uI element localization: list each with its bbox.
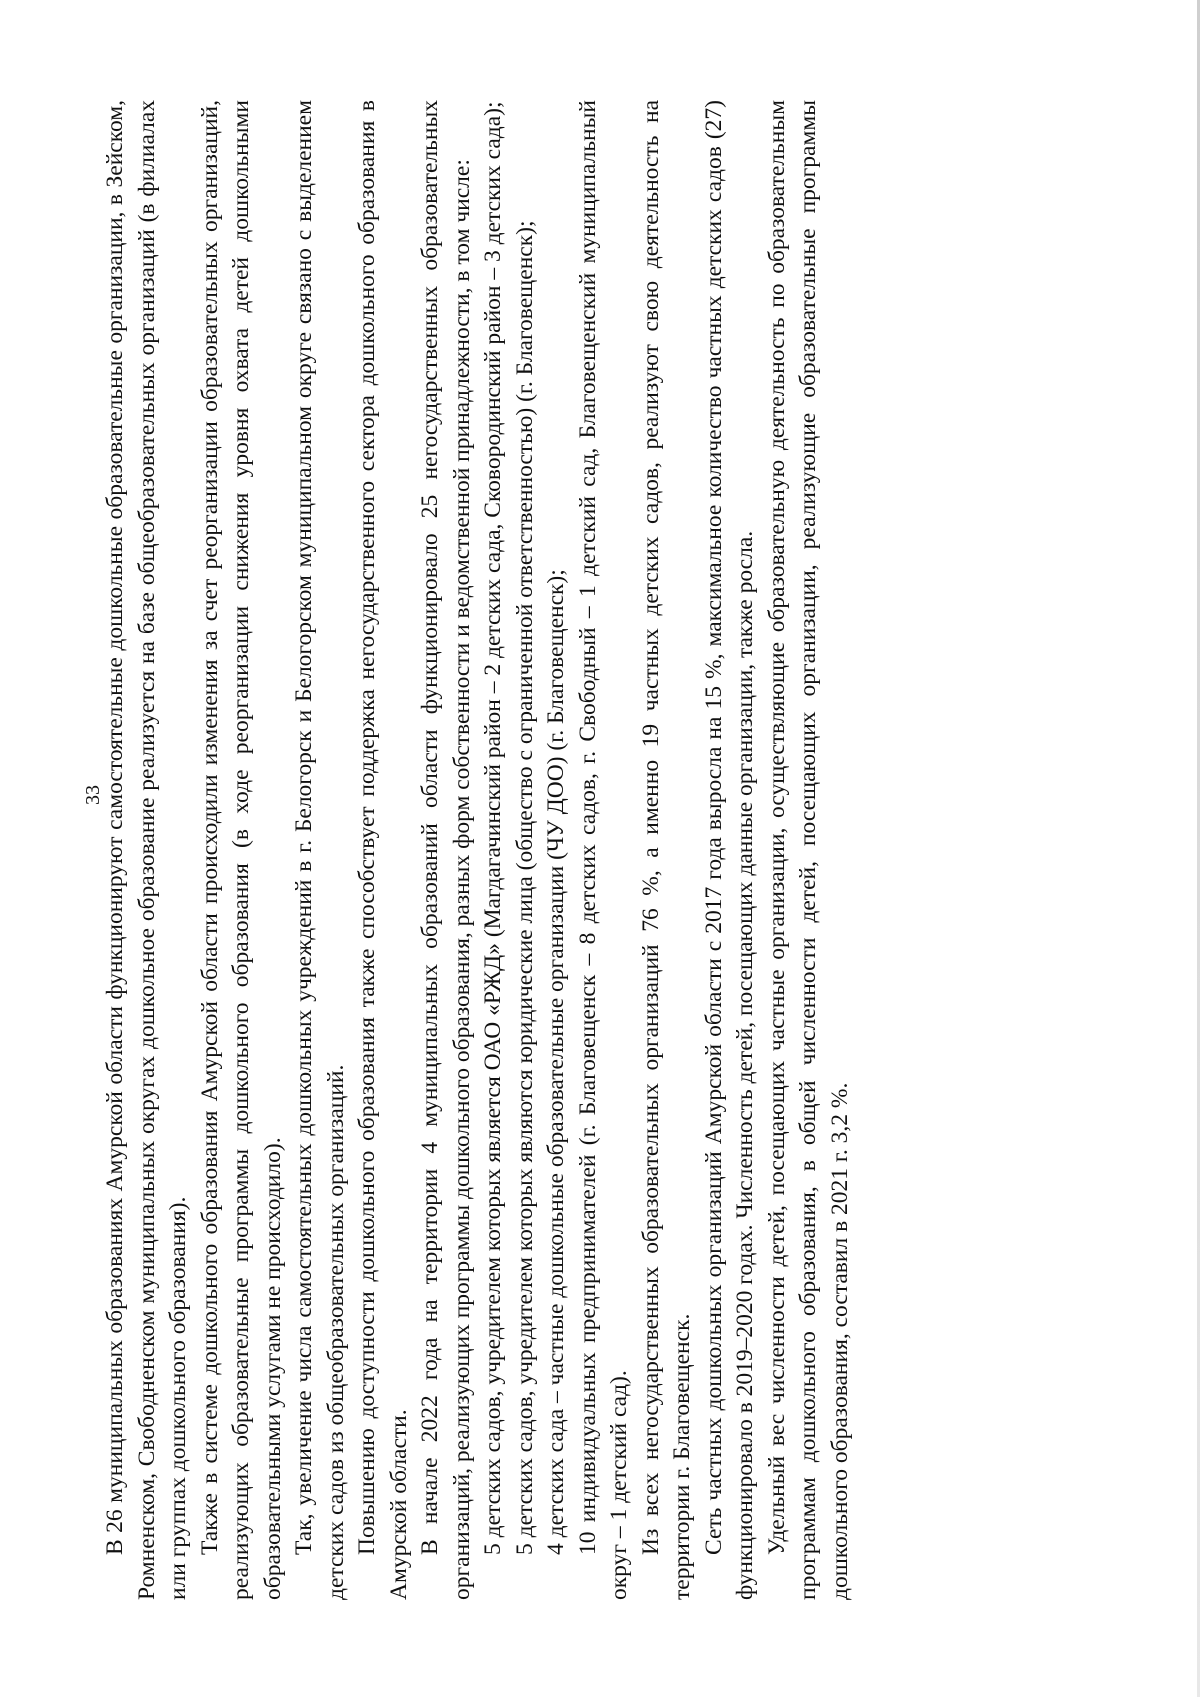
paragraph: В начале 2022 года на территории 4 муниципальных образований области функционировало 25 негосударственных образовательных организаций, реализующих программы дошкольного образования, разных форм собственности и ведомственной принадлежности, в том числе:: [417, 100, 475, 1600]
paragraph: 4 детских сада – частные дошкольные образовательные организации (ЧУ ДОО) (г. Благовещенск);: [543, 569, 569, 1555]
paragraph: Так, увеличение числа самостоятельных дошкольных учреждений в г. Белогорск и Белогорском муниципальном округе связано с выделением детских садов из общеобразовательных организаций.: [291, 100, 349, 1600]
paragraph: Из всех негосударственных образовательных организаций 76 %, а именно 19 частных детских садов, реализуют свою деятельность на территории г. Благовещенск.: [637, 100, 695, 1600]
page-number: 33: [82, 785, 104, 805]
document-body: [100, 100, 856, 1600]
paragraph: В 26 муниципальных образованиях Амурской области функционируют самостоятельные дошкольные образовательные организации, в Зейском, Ромненском, Свободненском муниципальных округах дошкольное образование реализуется на базе общеобразовательных организаций (в филиалах или группах дошкольного образования).: [102, 100, 191, 1600]
paragraph: Сеть частных дошкольных организаций Амурской области с 2017 года выросла на 15 %, максимальное количество частных детских садов (27) функционировало в 2019–2020 годах. Численность детей, посещающих данные организации, также росла.: [700, 100, 758, 1600]
paragraph: 10 индивидуальных предпринимателей (г. Благовещенск – 8 детских садов, г. Свободный – 1 детский сад, Благовещенский муниципальный округ – 1 детский сад).: [574, 100, 632, 1600]
paragraph: Удельный вес численности детей, посещающих частные организации, осуществляющие образовательную деятельность по образовательным программам дошкольного образования, в общей численности детей, посещающих организации, реализующие образовательные программы дошкольного образования, составил в 2021 г. 3,2 %.: [763, 100, 853, 1600]
paragraph: Также в системе дошкольного образования Амурской области происходили изменения за счет реорганизации образовательных организаций, реализующих образовательные программы дошкольного образования (в ходе реорганизации снижения уровня охвата детей дошкольными образовательными услугами не происходило).: [196, 100, 286, 1600]
paragraph: 5 детских садов, учредителем которых являются юридические лица (общество с ограниченной ответственностью) (г. Благовещенск);: [511, 220, 538, 1555]
paragraph: 5 детских садов, учредителем которых является ОАО «РЖД» (Магдагачинский район – 2 детских сада, Сковородинский район – 3 детских сада);: [480, 101, 506, 1555]
paragraph: Повышению доступности дошкольного образования также способствует поддержка негосударственного сектора дошкольного образования в Амурской области.: [354, 100, 412, 1600]
rotated-text-block: [100, 100, 1100, 1600]
